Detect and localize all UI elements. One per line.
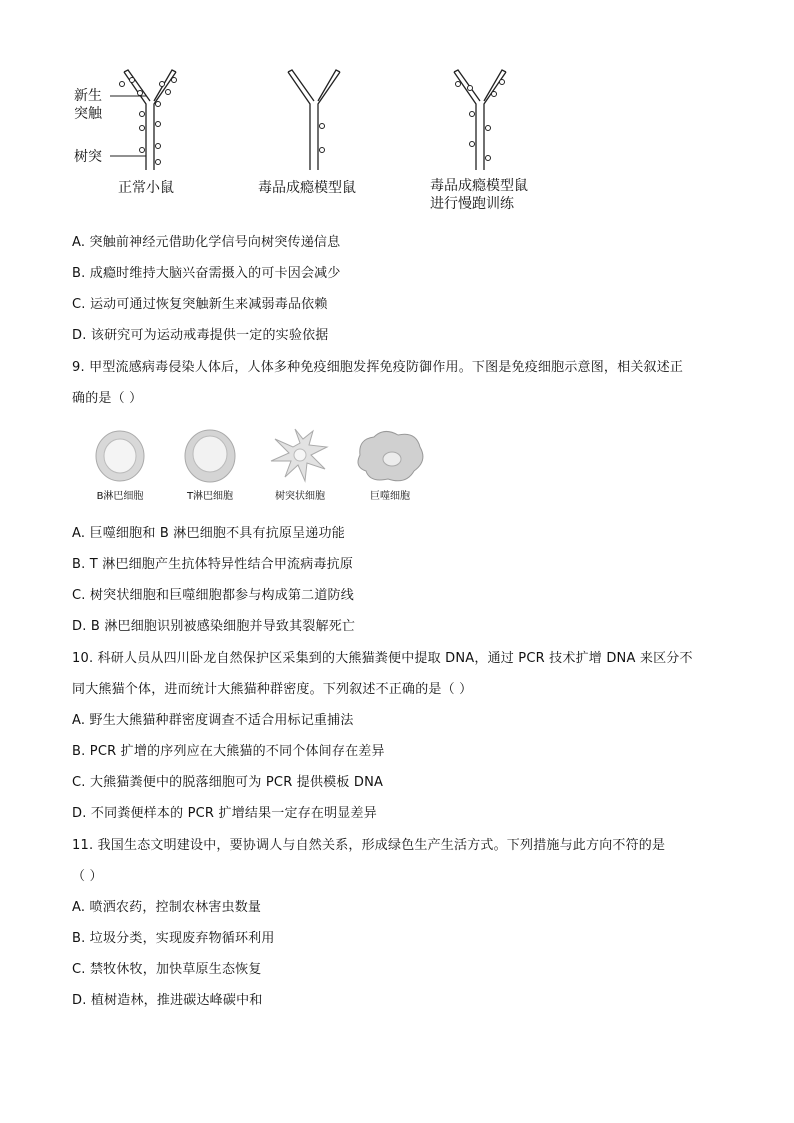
immune-cells-figure [80, 425, 460, 515]
dendrite-figure [70, 66, 590, 226]
q9-stem-line1: 9. 甲型流感病毒侵染人体后，人体多种免疫细胞发挥免疫防御作用。下图是免疫细胞示意图，相关叙述正 [72, 360, 684, 375]
macrophage-image [350, 425, 430, 487]
q11-option-d: D. 植树造林，推进碳达峰碳中和 [72, 993, 263, 1008]
caption-addict-run-1: 毒品成瘾模型鼠 [430, 178, 528, 194]
dendrite-addict-run-diagram [446, 66, 526, 176]
q8-option-d: D. 该研究可为运动戒毒提供一定的实验依据 [72, 328, 329, 343]
caption-addict-run-2: 进行慢跑训练 [430, 196, 514, 212]
b-cell [80, 425, 160, 503]
caption-normal: 正常小鼠 [118, 180, 174, 196]
macrophage-label: 巨噬细胞 [370, 491, 410, 502]
label-new-synapse-1: 新生 [74, 88, 102, 104]
q9-option-b: B. T 淋巴细胞产生抗体特异性结合甲流病毒抗原 [72, 557, 354, 572]
q10-option-c: C. 大熊猫粪便中的脱落细胞可为 PCR 提供模板 DNA [72, 775, 384, 790]
q9-stem-line2: 确的是（ ） [72, 391, 143, 406]
t-cell-label: T淋巴细胞 [186, 491, 234, 502]
q11-option-c: C. 禁牧休牧，加快草原生态恢复 [72, 962, 262, 977]
dendrite-addict-diagram [280, 66, 360, 176]
dendritic-cell-label: 树突状细胞 [275, 491, 325, 502]
label-dendrite: 树突 [74, 149, 102, 165]
q11-option-b: B. 垃圾分类，实现废弃物循环利用 [72, 931, 275, 946]
q10-stem-line2: 同大熊猫个体，进而统计大熊猫种群密度。下列叙述不正确的是（ ） [72, 682, 473, 697]
label-new-synapse-2: 突触 [74, 106, 102, 122]
q11-option-a: A. 喷洒农药，控制农林害虫数量 [72, 900, 262, 915]
b-cell-image [85, 425, 155, 487]
q8-option-a: A. 突触前神经元借助化学信号向树突传递信息 [72, 235, 341, 250]
t-cell-image [175, 425, 245, 487]
q10-option-b: B. PCR 扩增的序列应在大熊猫的不同个体间存在差异 [72, 744, 385, 759]
dendritic-cell-image [265, 425, 335, 487]
b-cell-label: B淋巴细胞 [96, 491, 144, 502]
macrophage [350, 425, 430, 503]
q10-stem-line1: 10. 科研人员从四川卧龙自然保护区采集到的大熊猫粪便中提取 DNA，通过 PCR 技术扩增 DNA 来区分不 [72, 651, 693, 666]
q9-option-c: C. 树突状细胞和巨噬细胞都参与构成第二道防线 [72, 588, 354, 603]
dendritic-cell [260, 425, 340, 503]
q9-option-a: A. 巨噬细胞和 B 淋巴细胞不具有抗原呈递功能 [72, 526, 345, 541]
q11-stem-line1: 11. 我国生态文明建设中，要协调人与自然关系，形成绿色生产生活方式。下列措施与此方向不符的是 [72, 838, 666, 853]
dendrite-normal-diagram [110, 66, 220, 176]
caption-addict: 毒品成瘾模型鼠 [258, 180, 356, 196]
q11-stem-line2: （ ） [72, 869, 103, 884]
q10-option-d: D. 不同粪便样本的 PCR 扩增结果一定存在明显差异 [72, 806, 377, 821]
q8-option-b: B. 成瘾时维持大脑兴奋需摄入的可卡因会减少 [72, 266, 341, 281]
q10-option-a: A. 野生大熊猫种群密度调查不适合用标记重捕法 [72, 713, 354, 728]
q9-option-d: D. B 淋巴细胞识别被感染细胞并导致其裂解死亡 [72, 619, 356, 634]
q8-option-c: C. 运动可通过恢复突触新生来减弱毒品依赖 [72, 297, 328, 312]
t-cell [170, 425, 250, 503]
